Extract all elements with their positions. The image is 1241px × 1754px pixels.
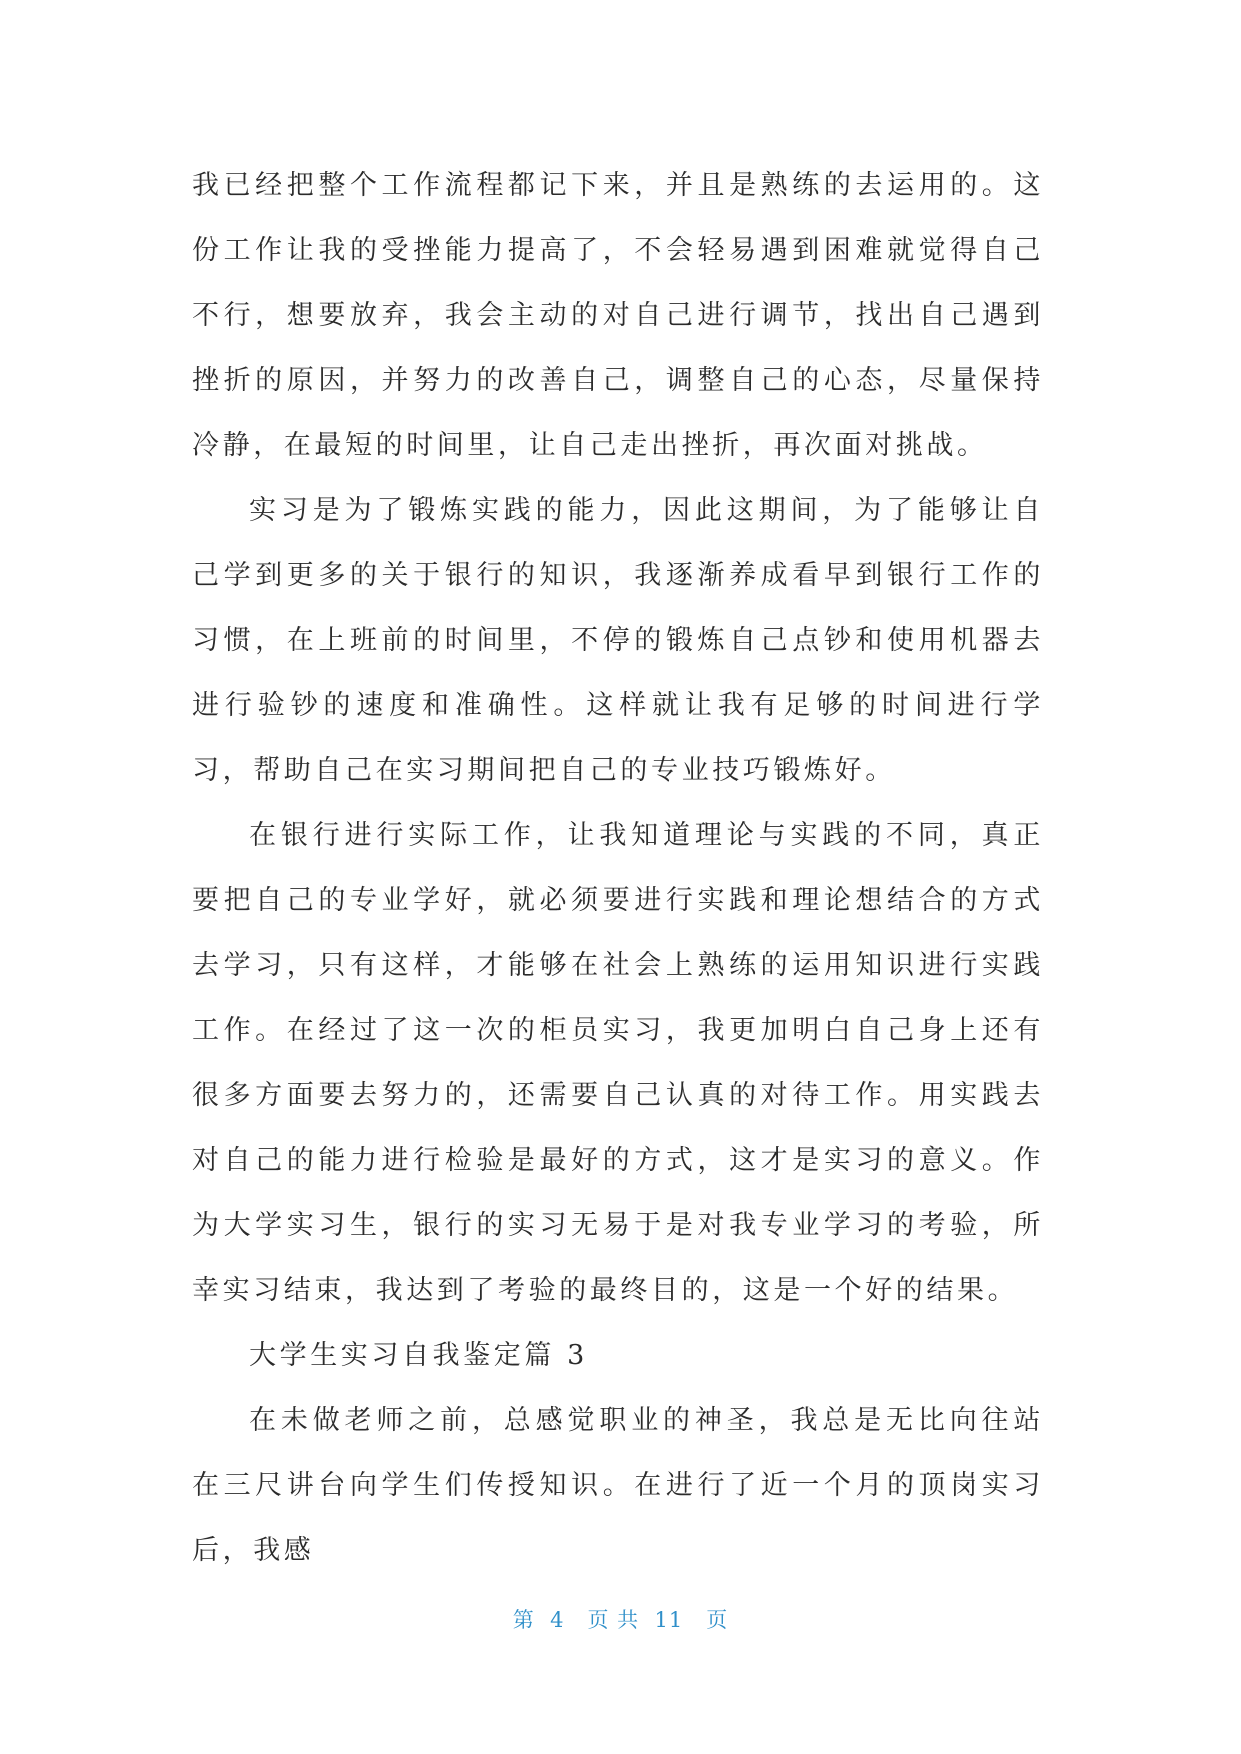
paragraph-bank-work: 在银行进行实际工作，让我知道理论与实践的不同，真正要把自己的专业学好，就必须要进行实践和理论想结合的方式去学习，只有这样，才能够在社会上熟练的运用知识进行实践工作。在经过了这一次的柜员实习，我更加明白自己身上还有很多方面要去努力的，还需要自己认真的对待工作。用实践去对自己的能力进行检验是最好的方式，这才是实习的意义。作为大学实习生，银行的实习无易于是对我专业学习的考验，所幸实习结束，我达到了考验的最终目的，这是一个好的结果。	[192, 820, 1044, 1306]
document-body	[192, 153, 1044, 1583]
paragraph-teacher: 在未做老师之前，总感觉职业的神圣，我总是无比向往站在三尺讲台向学生们传授知识。在进行了近一个月的顶岗实习后，我感	[192, 1405, 1044, 1566]
page-number-footer: 第 4 页 共 11 页	[512, 1608, 729, 1632]
paragraph-continuation: 我已经把整个工作流程都记下来，并且是熟练的去运用的。这份工作让我的受挫能力提高了，不会轻易遇到困难就觉得自己不行，想要放弃，我会主动的对自己进行调节，找出自己遇到挫折的原因，并努力的改善自己，调整自己的心态，尽量保持冷静，在最短的时间里，让自己走出挫折，再次面对挑战。	[192, 170, 1044, 461]
section-heading: 大学生实习自我鉴定篇 3	[249, 1340, 588, 1371]
paragraph-internship-practice: 实习是为了锻炼实践的能力，因此这期间，为了能够让自己学到更多的关于银行的知识，我逐渐养成看早到银行工作的习惯，在上班前的时间里，不停的锻炼自己点钞和使用机器去进行验钞的速度和准确性。这样就让我有足够的时间进行学习，帮助自己在实习期间把自己的专业技巧锻炼好。	[192, 495, 1044, 786]
